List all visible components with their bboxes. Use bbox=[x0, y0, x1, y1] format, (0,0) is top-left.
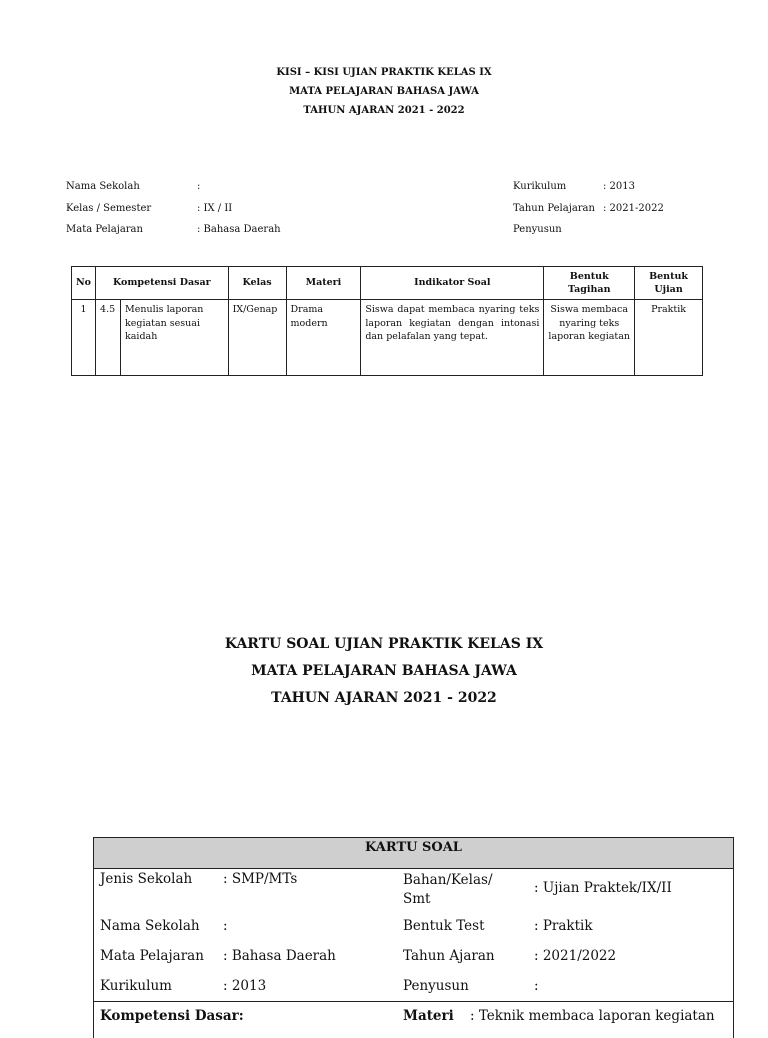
kartu-bentuk-test-value: : Praktik bbox=[534, 918, 593, 934]
kisi-title-line2: MATA PELAJARAN BAHASA JAWA bbox=[289, 86, 479, 97]
info-nama-sekolah-value: : bbox=[197, 181, 201, 192]
kisi-header-tagihan: Bentuk Tagihan bbox=[544, 267, 635, 300]
info-tahun-pelajaran-value: : 2021-2022 bbox=[603, 203, 664, 214]
kartu-jenis-sekolah-label: Jenis Sekolah bbox=[100, 871, 193, 887]
kisi-header-indikator: Indikator Soal bbox=[361, 267, 544, 300]
kartu-soal-card bbox=[93, 837, 734, 1038]
kartu-mata-pelajaran-label: Mata Pelajaran bbox=[100, 948, 204, 964]
info-kurikulum-value: : 2013 bbox=[603, 181, 635, 192]
kartu-divider bbox=[94, 1001, 733, 1002]
kisi-cell-tagihan: Siswa membaca nyaring teks laporan kegiatan bbox=[544, 300, 635, 376]
kisi-cell-kd: Menulis laporan kegiatan sesuai kaidah bbox=[121, 300, 229, 376]
kisi-header-kelas: Kelas bbox=[228, 267, 286, 300]
kartu-kompetensi-label: Kompetensi Dasar: bbox=[100, 1008, 244, 1024]
kisi-header-materi: Materi bbox=[286, 267, 361, 300]
kartu-materi-label: Materi bbox=[403, 1008, 454, 1024]
kisi-cell-indikator: Siswa dapat membaca nyaring teks laporan kegiatan dengan intonasi dan pelafalan yang tepat. bbox=[361, 300, 544, 376]
kartu-kurikulum-label: Kurikulum bbox=[100, 978, 172, 994]
kisi-cell-ujian: Praktik bbox=[635, 300, 703, 376]
kisi-title-line3: TAHUN AJARAN 2021 - 2022 bbox=[303, 105, 465, 116]
info-tahun-pelajaran-label: Tahun Pelajaran bbox=[513, 203, 595, 214]
kartu-bahan-value: : Ujian Praktek/IX/II bbox=[534, 880, 672, 896]
kartu-tahun-ajaran-label: Tahun Ajaran bbox=[403, 948, 495, 964]
kisi-cell-no: 1 bbox=[72, 300, 96, 376]
kisi-table-header-row bbox=[72, 267, 703, 300]
kisi-table bbox=[71, 266, 703, 376]
info-kelas-semester-value: : IX / II bbox=[197, 203, 233, 214]
kartu-title-line2: MATA PELAJARAN BAHASA JAWA bbox=[251, 663, 517, 679]
kisi-cell-kelas: IX/Genap bbox=[228, 300, 286, 376]
table-row bbox=[72, 300, 703, 376]
kisi-header-ujian: Bentuk Ujian bbox=[635, 267, 703, 300]
kartu-tahun-ajaran-value: : 2021/2022 bbox=[534, 948, 617, 964]
kartu-bentuk-test-label: Bentuk Test bbox=[403, 918, 485, 934]
info-nama-sekolah-label: Nama Sekolah bbox=[66, 181, 140, 192]
kisi-header-no: No bbox=[72, 267, 96, 300]
info-mata-pelajaran-value: : Bahasa Daerah bbox=[197, 224, 281, 235]
kartu-bahan-label: Bahan/Kelas/ Smt bbox=[403, 872, 493, 907]
kisi-cell-kd-no: 4.5 bbox=[96, 300, 121, 376]
kartu-title-line3: TAHUN AJARAN 2021 - 2022 bbox=[271, 690, 497, 706]
kartu-nama-sekolah-label: Nama Sekolah bbox=[100, 918, 200, 934]
kartu-nama-sekolah-value: : bbox=[223, 918, 228, 934]
kartu-penyusun-label: Penyusun bbox=[403, 978, 469, 994]
info-kurikulum-label: Kurikulum bbox=[513, 181, 567, 192]
kisi-title-line1: KISI – KISI UJIAN PRAKTIK KELAS IX bbox=[276, 67, 492, 78]
kartu-soal-title: KARTU SOAL bbox=[94, 838, 733, 869]
kisi-cell-materi: Drama modern bbox=[286, 300, 361, 376]
kartu-penyusun-value: : bbox=[534, 978, 539, 994]
info-kelas-semester-label: Kelas / Semester bbox=[66, 203, 152, 214]
info-mata-pelajaran-label: Mata Pelajaran bbox=[66, 224, 143, 235]
kartu-mata-pelajaran-value: : Bahasa Daerah bbox=[223, 948, 336, 964]
kartu-materi-value: : Teknik membaca laporan kegiatan bbox=[470, 1008, 715, 1024]
kartu-kurikulum-value: : 2013 bbox=[223, 978, 267, 994]
kisi-header-kompetensi: Kompetensi Dasar bbox=[96, 267, 229, 300]
kartu-jenis-sekolah-value: : SMP/MTs bbox=[223, 871, 298, 887]
info-penyusun-label: Penyusun bbox=[513, 224, 562, 235]
kartu-title-line1: KARTU SOAL UJIAN PRAKTIK KELAS IX bbox=[224, 636, 544, 652]
